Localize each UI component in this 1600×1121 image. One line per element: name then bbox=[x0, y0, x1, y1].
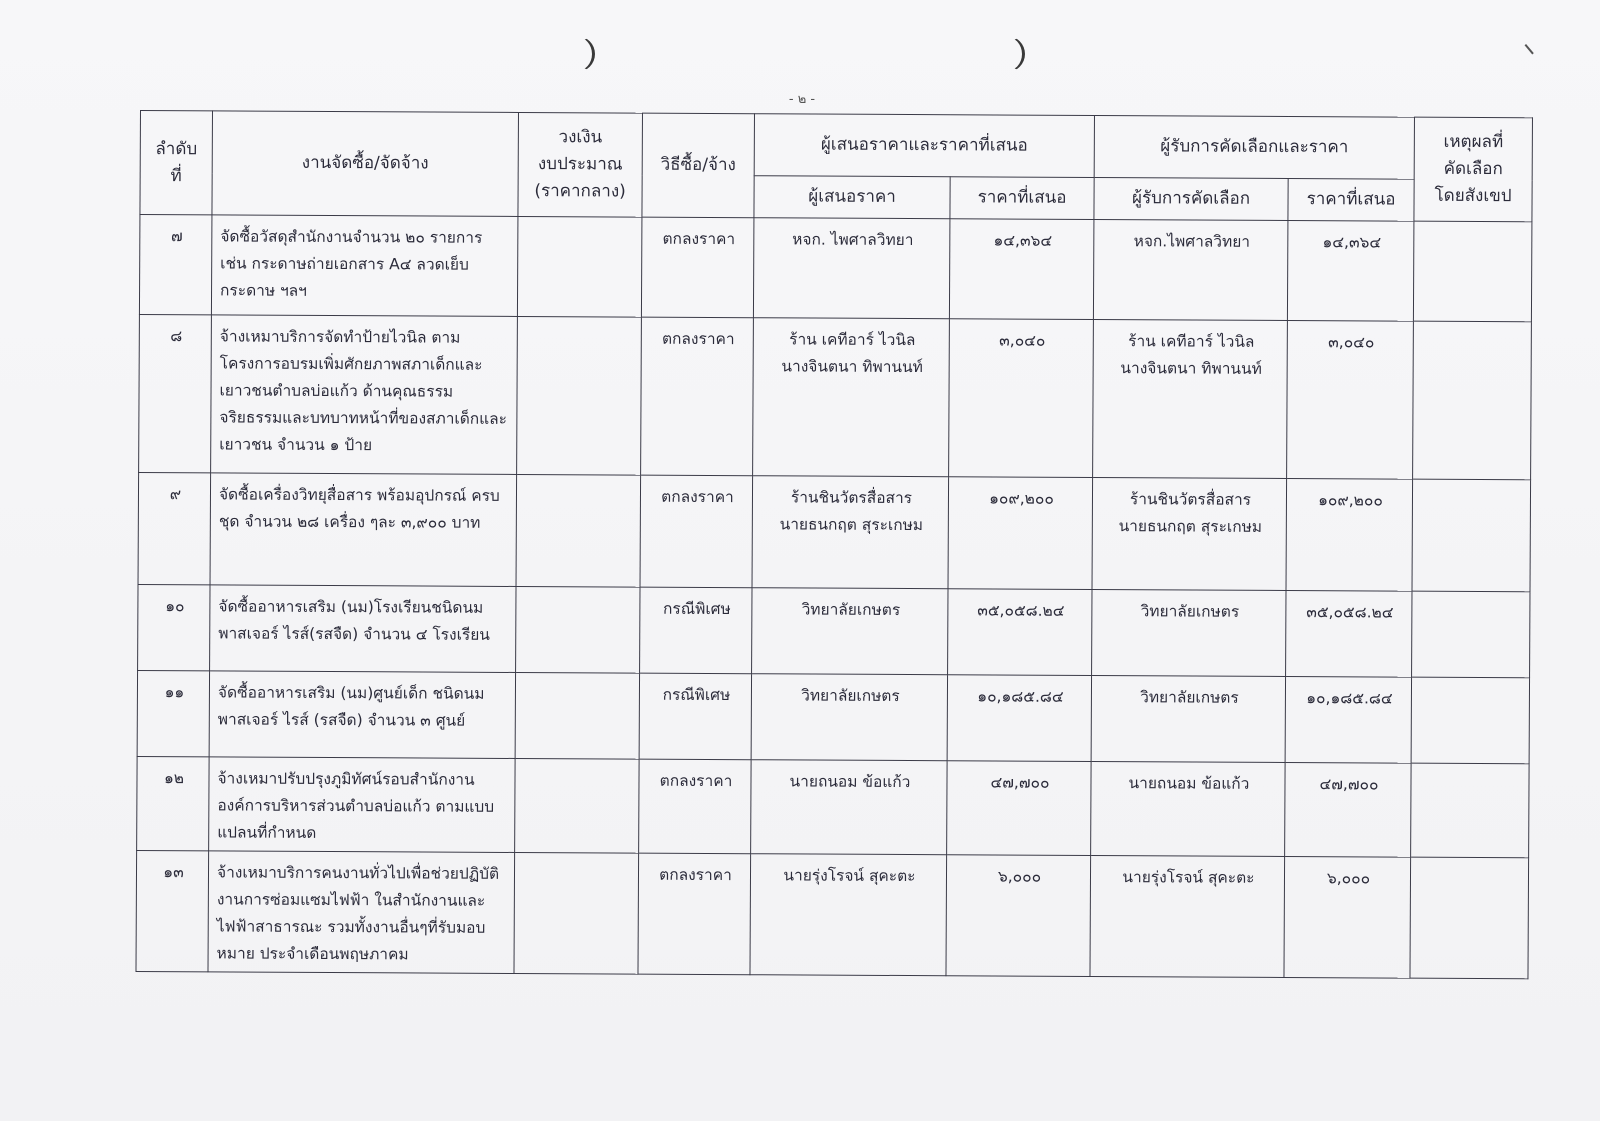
cell-selected: วิทยาลัยเกษตร bbox=[1091, 675, 1285, 762]
cell-work: จ้างเหมาบริการจัดทำป้ายไวนิล ตามโครงการอบรมเพิ่มศักยภาพสภาเด็กและเยาวชนตำบลบ่อแก้ว ด้านคุณธรรมจริยธรรมและบทบาทหน้าที่ของสภาเด็กและเยาวชน จำนวน ๑ ป้าย bbox=[211, 315, 518, 475]
table-row bbox=[139, 314, 1532, 479]
cell-bid-price: ๑๐๙,๒๐๐ bbox=[948, 477, 1093, 590]
table-row bbox=[136, 850, 1529, 978]
header-no: ลำดับ ที่ bbox=[140, 111, 213, 215]
table-row bbox=[138, 584, 1530, 677]
cell-work: จัดซื้ออาหารเสริม (นม)โรงเรียนชนิดนมพาสเจอร์ ไรส์(รสจืด) จำนวน ๔ โรงเรียน bbox=[210, 585, 516, 673]
cell-selected-price: ๓๕,๐๕๘.๒๔ bbox=[1286, 591, 1412, 678]
cell-selected-price: ๑๔,๓๖๔ bbox=[1287, 221, 1414, 322]
cell-reason bbox=[1410, 857, 1529, 979]
cell-bid-price: ๑๔,๓๖๔ bbox=[949, 219, 1094, 320]
cell-bidder: นายถนอม ข้อแก้ว bbox=[751, 760, 947, 855]
header-work: งานจัดซื้อ/จัดจ้าง bbox=[212, 111, 519, 217]
table-row bbox=[139, 215, 1532, 322]
cell-selected: วิทยาลัยเกษตร bbox=[1092, 589, 1286, 676]
cell-budget bbox=[516, 474, 641, 587]
header-method: วิธีซื้อ/จ้าง bbox=[642, 113, 755, 218]
cell-budget bbox=[516, 586, 640, 673]
pen-mark bbox=[1525, 38, 1542, 55]
cell-selected-price: ๔๗,๗๐๐ bbox=[1285, 763, 1412, 858]
cell-bidder: ร้าน เคทีอาร์ ไวนิล นางจินตนา ทิพานนท์ bbox=[753, 318, 950, 477]
cell-work: จัดซื้ออาหารเสริม (นม)ศูนย์เด็ก ชนิดนมพาสเจอร์ ไรส์ (รสจืด) จำนวน ๓ ศูนย์ bbox=[209, 671, 515, 759]
cell-bidder: ร้านชินวัตรสื่อสาร นายธนกฤต สุระเกษม bbox=[752, 476, 949, 589]
page-number: - ๒ - bbox=[788, 92, 816, 107]
cell-reason bbox=[1411, 763, 1529, 858]
cell-method: ตกลงราคา bbox=[639, 759, 751, 854]
cell-work: จัดซื้อเครื่องวิทยุสื่อสาร พร้อมอุปกรณ์ ครบชุด จำนวน ๒๘ เครื่อง ๆละ ๓,๙๐๐ บาท bbox=[210, 473, 517, 587]
cell-reason bbox=[1413, 221, 1532, 322]
cell-bidder: นายรุ่งโรจน์ สุคะตะ bbox=[750, 854, 947, 976]
cell-reason bbox=[1413, 321, 1532, 480]
header-bid-price: ราคาที่เสนอ bbox=[950, 177, 1094, 220]
cell-method: ตกลงราคา bbox=[638, 853, 751, 975]
cell-bidder: วิทยาลัยเกษตร bbox=[751, 674, 947, 761]
procurement-table bbox=[135, 110, 1533, 979]
table-row bbox=[138, 472, 1531, 591]
cell-no: ๑๑ bbox=[137, 670, 209, 756]
cell-reason bbox=[1412, 591, 1530, 678]
cell-no: ๘ bbox=[139, 314, 212, 472]
cell-budget bbox=[517, 316, 642, 475]
cell-bidder: หจก. ไพศาลวิทยา bbox=[753, 218, 950, 319]
cell-selected: หจก.ไพศาลวิทยา bbox=[1093, 219, 1288, 320]
header-reason: เหตุผลที่ คัดเลือก โดยสังเขป bbox=[1414, 117, 1533, 222]
table-row bbox=[137, 756, 1529, 857]
table-row bbox=[137, 670, 1529, 763]
cell-no: ๑๒ bbox=[137, 756, 209, 850]
cell-method: กรณีพิเศษ bbox=[640, 587, 752, 674]
cell-no: ๙ bbox=[138, 472, 211, 584]
cell-work: จ้างเหมาบริการคนงานทั่วไปเพื่อช่วยปฏิบัติงานการซ่อมแซมไฟฟ้า ในสำนักงานและไฟฟ้าสาธารณะ รวมทั้งงานอื่นๆที่รับมอบหมาย ประจำเดือนพฤษภาคม bbox=[208, 851, 515, 974]
cell-reason bbox=[1412, 479, 1531, 592]
cell-bid-price: ๓,๐๔๐ bbox=[949, 319, 1094, 478]
cell-work: จ้างเหมาปรับปรุงภูมิทัศน์รอบสำนักงานองค์การบริหารส่วนตำบลบ่อแก้ว ตามแบบแปลนที่กำหนด bbox=[209, 757, 515, 853]
cell-method: ตกลงราคา bbox=[641, 217, 754, 318]
cell-selected-price: ๑๐,๑๘๕.๘๔ bbox=[1285, 677, 1411, 764]
cell-method: ตกลงราคา bbox=[641, 317, 754, 476]
cell-no: ๑๓ bbox=[136, 850, 209, 971]
cell-budget bbox=[515, 672, 639, 759]
header-bidders-group: ผู้เสนอราคาและราคาที่เสนอ bbox=[754, 114, 1094, 178]
cell-selected: ร้าน เคทีอาร์ ไวนิล นางจินตนา ทิพานนท์ bbox=[1093, 319, 1288, 478]
cell-method: กรณีพิเศษ bbox=[639, 673, 751, 760]
header-selected: ผู้รับการคัดเลือก bbox=[1094, 177, 1288, 220]
cell-selected: นายรุ่งโรจน์ สุคะตะ bbox=[1090, 855, 1285, 977]
cell-selected-price: ๓,๐๔๐ bbox=[1287, 321, 1414, 480]
cell-no: ๑๐ bbox=[138, 584, 210, 670]
cell-selected: ร้านชินวัตรสื่อสาร นายธนกฤต สุระเกษม bbox=[1092, 477, 1287, 590]
header-selected-group: ผู้รับการคัดเลือกและราคา bbox=[1094, 115, 1414, 179]
cell-method: ตกลงราคา bbox=[640, 475, 753, 588]
cell-selected: นายถนอม ข้อแก้ว bbox=[1091, 761, 1285, 856]
cell-budget bbox=[514, 852, 639, 974]
cell-reason bbox=[1411, 677, 1529, 764]
cell-bid-price: ๔๗,๗๐๐ bbox=[947, 761, 1091, 856]
cell-selected-price: ๑๐๙,๒๐๐ bbox=[1286, 479, 1413, 592]
cell-budget bbox=[517, 216, 642, 317]
punch-hole-mark bbox=[570, 36, 595, 72]
cell-bid-price: ๑๐,๑๘๕.๘๔ bbox=[947, 675, 1091, 762]
cell-work: จัดซื้อวัสดุสำนักงานจำนวน ๒๐ รายการ เช่น กระดาษถ่ายเอกสาร A๔ ลวดเย็บกระดาษ ฯลฯ bbox=[211, 215, 518, 317]
header-bidder: ผู้เสนอราคา bbox=[754, 176, 950, 219]
cell-bid-price: ๓๕,๐๕๘.๒๔ bbox=[948, 589, 1092, 676]
cell-bidder: วิทยาลัยเกษตร bbox=[752, 588, 948, 675]
header-selected-price: ราคาที่เสนอ bbox=[1288, 179, 1414, 222]
cell-budget bbox=[515, 758, 639, 853]
cell-no: ๗ bbox=[139, 215, 212, 315]
cell-bid-price: ๖,๐๐๐ bbox=[946, 855, 1091, 977]
header-budget: วงเงิน งบประมาณ (ราคากลาง) bbox=[518, 112, 643, 217]
punch-hole-mark bbox=[1000, 36, 1025, 72]
cell-selected-price: ๖,๐๐๐ bbox=[1284, 857, 1411, 979]
